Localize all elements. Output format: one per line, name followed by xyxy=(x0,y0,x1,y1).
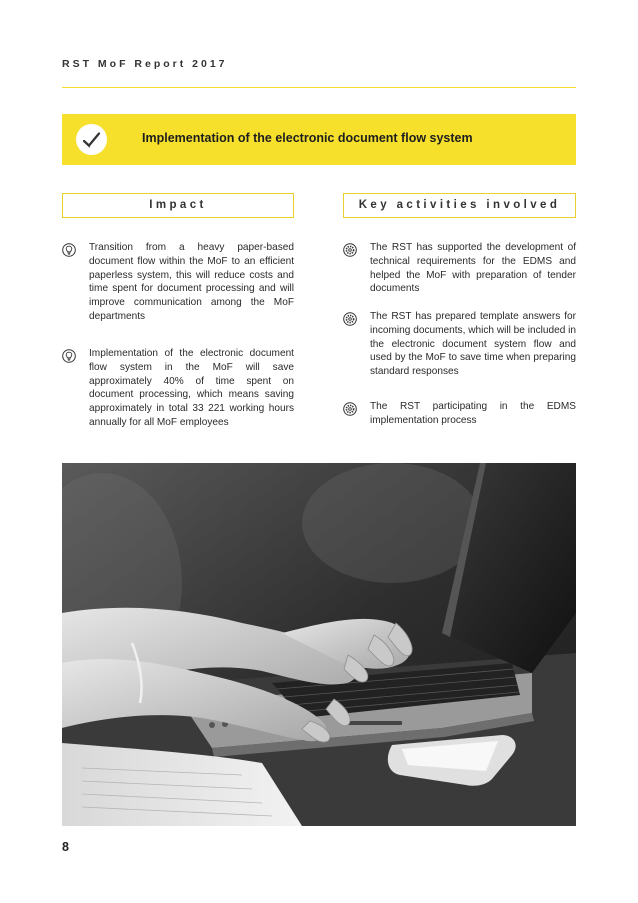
laptop-typing-illustration xyxy=(62,463,576,826)
gear-icon xyxy=(343,312,357,326)
gear-icon xyxy=(343,243,357,257)
laptop-photo xyxy=(62,463,576,826)
title-banner xyxy=(62,114,576,165)
activity-item-text: The RST participating in the EDMS implementation process xyxy=(370,401,576,426)
report-title: RST MoF Report 2017 xyxy=(62,58,228,70)
lightbulb-icon xyxy=(62,243,76,257)
header-rule xyxy=(62,87,576,88)
check-icon xyxy=(81,129,102,150)
activity-item-text: The RST has prepared template answers for incoming documents, which will be included in the electronic document system flow and used by the MoF to save time when preparing standard responses xyxy=(370,311,576,378)
gear-icon xyxy=(343,402,357,416)
activity-item-text: The RST has supported the development of technical requirements for the EDMS and helped the MoF with preparation of tender documents xyxy=(370,242,576,295)
impact-item-text: Transition from a heavy paper-based document flow within the MoF to an efficient paperless system, this will reduce costs and time spent for document processing and will improve communication among the MoF departments xyxy=(89,242,294,322)
impact-heading: Impact xyxy=(62,193,294,218)
banner-title: Implementation of the electronic document flow system xyxy=(142,131,473,145)
activities-heading: Key activities involved xyxy=(343,193,576,218)
lightbulb-icon xyxy=(62,349,76,363)
page-number: 8 xyxy=(62,840,69,854)
impact-item-text: Implementation of the electronic document flow system in the MoF will save approximately 40% of time spent on document processing, which means saving approximately in total 33 221 working hours annually for all MoF employees xyxy=(89,348,294,428)
banner-badge xyxy=(76,124,107,155)
